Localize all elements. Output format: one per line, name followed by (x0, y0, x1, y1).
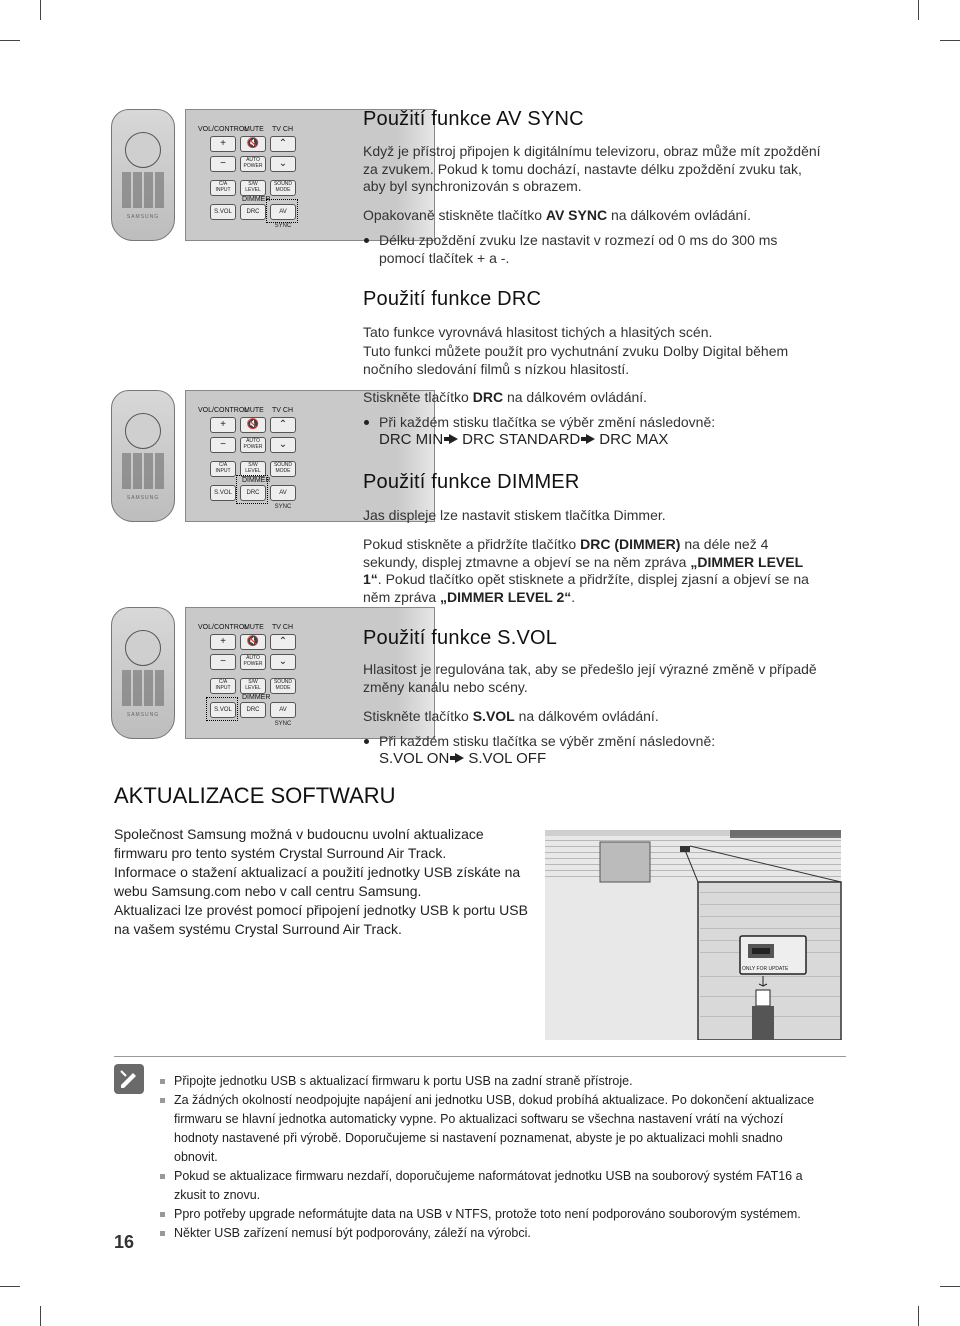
page-number: 16 (114, 1232, 135, 1252)
text: na déle než 4 sekundy, displej ztmavne a objeví se na něm zpráva (363, 536, 769, 570)
note-item: Připojte jednotku USB s aktualizací firmwaru k portu USB na zadní straně přístroje. (158, 1072, 818, 1091)
remote-brand: SAMSUNG (126, 712, 160, 718)
note-item: Za žádných okolností neodpojujte napájení ani jednotku USB, dokud probíhá aktualizace. Po dokončení aktualizace firmwaru se hlavní jednotka automaticky vypne. Po aktualizaci softwaru se všechna nastavení vrátí na výchozí hodnoty nastavené při výrobě. Doporučujeme si nastavení poznamenat, abyste je po aktualizaci mohli snadno obnovit. (158, 1091, 818, 1167)
vol-up-button: + (210, 136, 236, 152)
mute-icon: 🔇 (240, 136, 266, 152)
ca-input-button: C/A INPUT (210, 678, 236, 694)
avsync-button: AV SYNC (270, 702, 296, 718)
usb-port-label: ONLY FOR UPDATE (742, 966, 789, 972)
key-name: DRC (472, 389, 504, 405)
ch-down-icon: ⌄ (270, 437, 296, 453)
remote-body (111, 390, 175, 522)
seq-item: S.VOL OFF (468, 750, 547, 767)
crop-mark (918, 1306, 919, 1326)
remote-keypad (122, 172, 164, 208)
remote-dpad (125, 413, 161, 449)
ca-input-button: C/A INPUT (210, 180, 236, 196)
seq-item: S.VOL ON (379, 750, 450, 767)
text: Stiskněte tlačítko (363, 708, 473, 724)
usb-port-illustration (540, 826, 846, 1040)
dimmer-label: DIMMER (242, 694, 271, 701)
svol-button: S.VOL (210, 485, 236, 501)
vol-down-button: − (210, 437, 236, 453)
svol-button: S.VOL (210, 702, 236, 718)
bullet-icon (364, 420, 369, 425)
vol-up-button: + (210, 417, 236, 433)
crop-mark (940, 40, 960, 41)
note-icon (114, 1064, 144, 1094)
sound-mode-button: SOUND MODE (270, 180, 296, 196)
panel-shade (396, 391, 434, 521)
sound-mode-button: SOUND MODE (270, 461, 296, 477)
display-message: „DIMMER LEVEL 2“ (440, 588, 572, 605)
drc-sequence (379, 431, 668, 448)
ca-input-button: C/A INPUT (210, 461, 236, 477)
dimmer-label: DIMMER (242, 477, 271, 484)
remote-brand: SAMSUNG (126, 495, 160, 501)
mute-icon: 🔇 (240, 417, 266, 433)
remote-body (111, 109, 175, 241)
mute-icon: 🔇 (240, 634, 266, 650)
svol-sequence (379, 750, 546, 767)
highlight-svol (206, 697, 238, 721)
drc-press-instruction (363, 389, 823, 407)
svol-bullet (363, 733, 823, 751)
text: na dálkovém ovládání. (514, 708, 659, 724)
key-name: DRC (DIMMER) (580, 536, 681, 552)
update-body (114, 825, 534, 939)
avsync-intro: Když je přístroj připojen k digitálnímu televizoru, obraz může mít zpoždění za zvukem. Pokud k tomu dochází, nastavte délku zpoždění zvuku tak, aby byl synchronizován s obrazem. (363, 143, 821, 194)
ch-down-icon: ⌄ (270, 654, 296, 670)
text: . Pokud tlačítko opět stisknete a přidržíte, displej zjasní a objeví se na něm zpráva (363, 571, 809, 605)
vol-control-label: VOL/CONTROL (198, 624, 249, 631)
drc-bullet (363, 414, 823, 432)
arrow-right-icon (449, 434, 458, 444)
arrow-right-icon (455, 753, 464, 763)
drc-button: DRC (240, 204, 266, 220)
notes-divider (114, 1056, 846, 1057)
text: Pokud stiskněte a přidržíte tlačítko (363, 536, 581, 552)
vol-down-button: − (210, 156, 236, 172)
avsync-bullet (363, 232, 823, 267)
tv-ch-label: TV CH (272, 624, 293, 631)
auto-power-button: AUTO POWER (240, 437, 266, 453)
mute-label: MUTE (244, 126, 264, 133)
bullet-text: Při každém stisku tlačítka se výběr změní následovně: (379, 414, 716, 430)
update-p1: Společnost Samsung možná v budoucnu uvolní aktualizace firmwaru pro tento systém Crystal Surround Air Track. (114, 826, 484, 861)
tv-ch-label: TV CH (272, 126, 293, 133)
dimmer-p2 (363, 536, 823, 606)
auto-power-button: AUTO POWER (240, 156, 266, 172)
ch-down-icon: ⌄ (270, 156, 296, 172)
crop-mark (940, 1286, 960, 1287)
text: na dálkovém ovládání. (503, 389, 648, 405)
key-name: S.VOL (472, 708, 515, 724)
drc-button: DRC (240, 485, 266, 501)
vol-control-label: VOL/CONTROL (198, 126, 249, 133)
highlight-drc (236, 475, 271, 504)
svol-button: S.VOL (210, 204, 236, 220)
pencil-icon (118, 1068, 140, 1090)
text: na dálkovém ovládání. (607, 207, 752, 223)
avsync-button: AV SYNC (270, 485, 296, 501)
note-item: Pokud se aktualizace firmwaru nezdaří, doporučujeme naformátovat jednotku USB na souborový systém FAT16 a zkusit to znovu. (158, 1167, 818, 1205)
crop-mark (0, 40, 20, 41)
bullet-icon (364, 238, 369, 243)
vol-down-button: − (210, 654, 236, 670)
notes-list (158, 1072, 818, 1243)
bullet-text: Při každém stisku tlačítka se výběr změní následovně: (379, 733, 716, 749)
key-name: AV SYNC (545, 207, 608, 223)
vol-control-label: VOL/CONTROL (198, 407, 249, 414)
auto-power-button: AUTO POWER (240, 654, 266, 670)
update-p3: Aktualizaci lze provést pomocí připojení jednotky USB k portu USB na vašem systému Crystal Surround Air Track. (114, 902, 528, 937)
text: Opakovaně stiskněte tlačítko (363, 207, 546, 223)
drc-p2: Tuto funkci můžete použít pro vychutnání zvuku Dolby Digital během nočního sledování filmů s nízkou hlasitostí. (363, 343, 789, 377)
crop-mark (40, 1306, 41, 1326)
tv-ch-label: TV CH (272, 407, 293, 414)
avsync-button: AV SYNC (270, 204, 296, 220)
ch-up-icon: ⌃ (270, 634, 296, 650)
remote-body (111, 607, 175, 739)
remote-brand: SAMSUNG (126, 214, 160, 220)
dimmer-p1: Jas displeje lze nastavit stiskem tlačítka Dimmer. (363, 507, 666, 523)
crop-mark (0, 1286, 20, 1287)
arrow-right-icon (586, 434, 595, 444)
remote-dpad (125, 132, 161, 168)
sw-level-button: S/W LEVEL (240, 461, 266, 477)
avsync-heading: Použití funkce AV SYNC (363, 108, 584, 130)
remote-keypad (122, 453, 164, 489)
display-message: „DIMMER LEVEL 1“ (363, 553, 803, 587)
ch-up-icon: ⌃ (270, 417, 296, 433)
remote-button-panel (185, 390, 435, 522)
ch-up-icon: ⌃ (270, 136, 296, 152)
mute-label: MUTE (244, 624, 264, 631)
svol-press-instruction (363, 708, 823, 726)
dimmer-heading: Použití funkce DIMMER (363, 471, 580, 493)
drc-heading: Použití funkce DRC (363, 288, 542, 310)
text: Stiskněte tlačítko (363, 389, 473, 405)
drc-button: DRC (240, 702, 266, 718)
drc-p1: Tato funkce vyrovnává hlasitost tichých a hlasitých scén. (363, 324, 713, 340)
remote-keypad (122, 670, 164, 706)
note-item: Někter USB zařízení nemusí být podporovány, záleží na výrobci. (158, 1224, 818, 1243)
mute-label: MUTE (244, 407, 264, 414)
avsync-press-instruction (363, 207, 823, 225)
crop-mark (40, 0, 41, 20)
highlight-avsync (266, 199, 298, 223)
remote-dpad (125, 630, 161, 666)
vol-up-button: + (210, 634, 236, 650)
bullet-icon (364, 739, 369, 744)
sw-level-button: S/W LEVEL (240, 678, 266, 694)
seq-item: DRC MIN (379, 431, 444, 448)
svol-heading: Použití funkce S.VOL (363, 627, 558, 649)
text: . (571, 588, 576, 605)
sound-mode-button: SOUND MODE (270, 678, 296, 694)
svol-p1: Hlasitost je regulována tak, aby se předešlo její výrazné změně v případě změny kanálu nebo scény. (363, 661, 817, 695)
dimmer-label: DIMMER (242, 196, 271, 203)
sw-level-button: S/W LEVEL (240, 180, 266, 196)
note-item: Ppro potřeby upgrade neformátujte data na USB v NTFS, protože toto není podporováno souborovým systémem. (158, 1205, 818, 1224)
seq-item: DRC MAX (599, 431, 669, 448)
update-heading: AKTUALIZACE SOFTWARU (114, 783, 396, 808)
update-p2: Informace o stažení aktualizací a použití jednotky USB získáte na webu Samsung.com nebo v call centru Samsung. (114, 864, 521, 899)
seq-item: DRC STANDARD (462, 431, 581, 448)
crop-mark (918, 0, 919, 20)
bullet-text: Délku zpoždění zvuku lze nastavit v rozmezí od 0 ms do 300 ms pomocí tlačítek + a -. (379, 232, 778, 266)
